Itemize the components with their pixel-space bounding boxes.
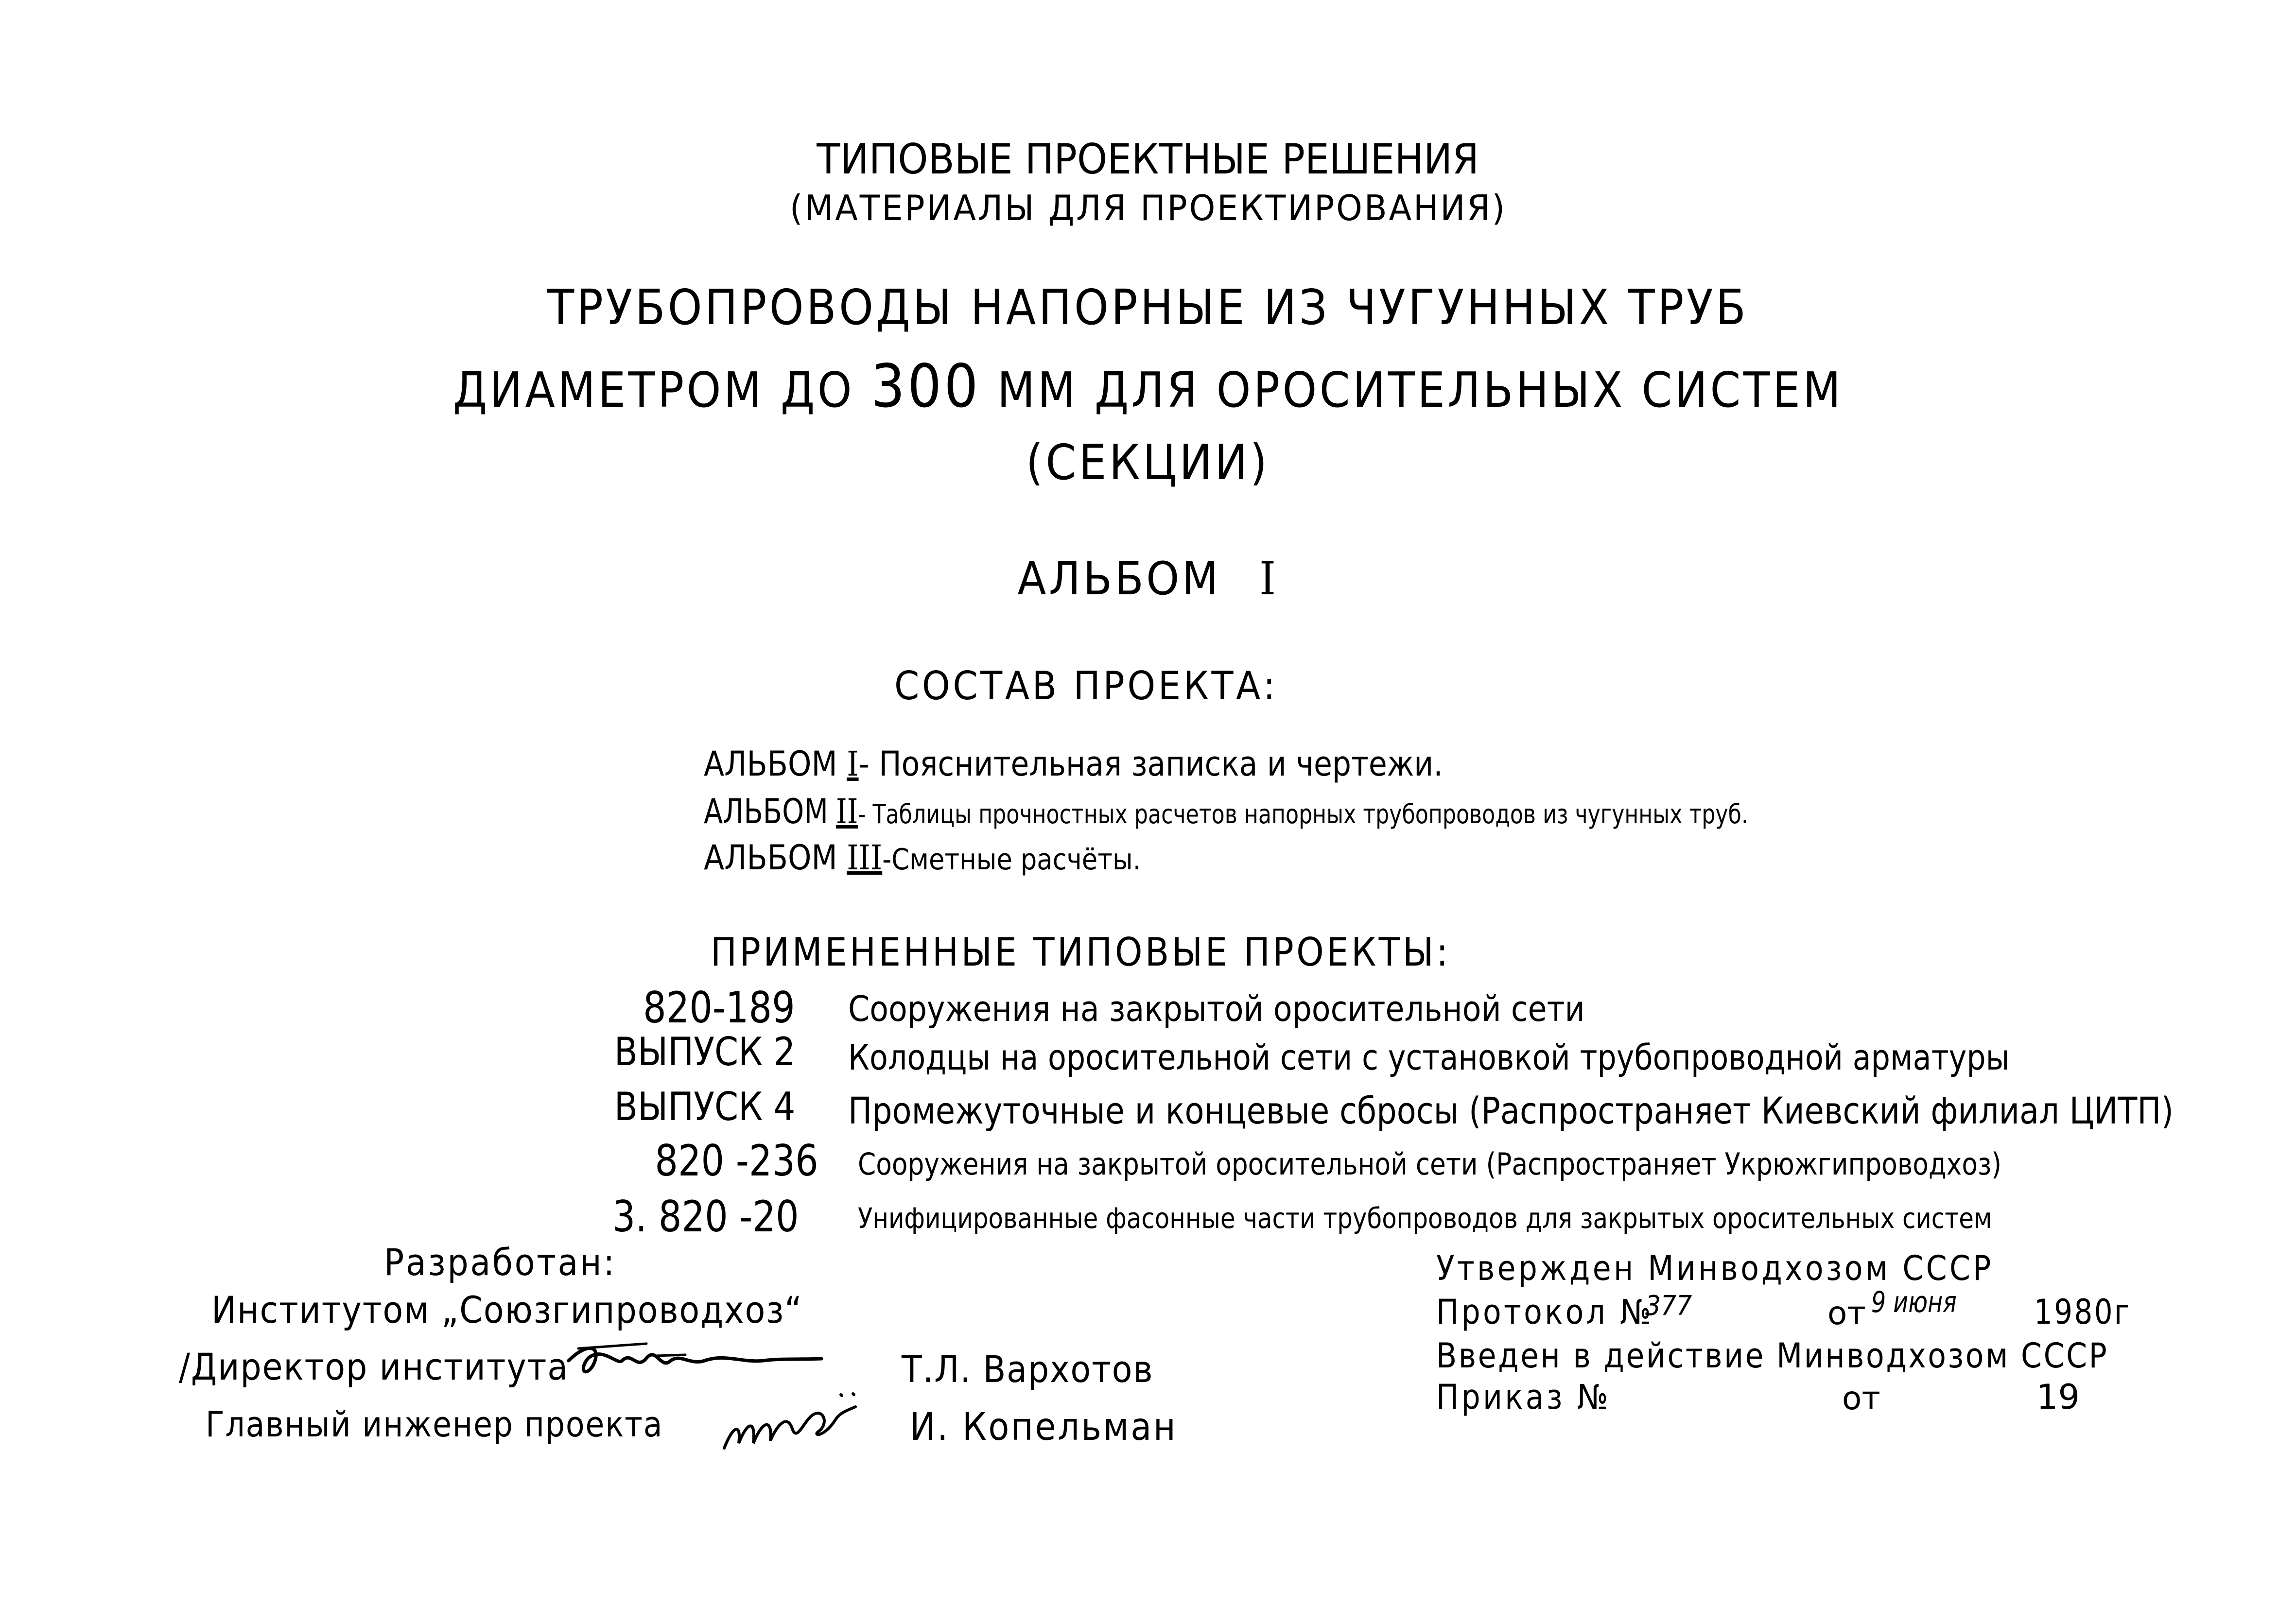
director-signature (559, 1331, 831, 1390)
approval-protocol-from (1827, 1297, 1866, 1330)
composition-item-1 (704, 744, 1544, 784)
header-line-1 (0, 135, 2296, 184)
developed-institute (211, 1288, 869, 1331)
composition-item-3-num: III (847, 838, 883, 878)
approval-approved (1436, 1248, 2070, 1288)
title-line-2 (0, 352, 2296, 421)
composition-item-3 (704, 838, 1200, 878)
applied-desc-3 (848, 1089, 2296, 1132)
applied-heading (711, 930, 1533, 975)
composition-item-2-text: - Таблицы прочностных расчетов напорных трубопроводов из чугунных труб. (858, 799, 1748, 829)
applied-desc-2-text: Колодцы на оросительной сети с установкой трубопроводной арматуры (848, 1037, 2010, 1078)
approval-approved-text: Утвержден Минводхозом СССР (1436, 1248, 1994, 1288)
approval-order-year (2036, 1377, 2080, 1417)
applied-heading-text: ПРИМЕНЕННЫЕ ТИПОВЫЕ ПРОЕКТЫ: (711, 930, 1451, 975)
composition-item-3-text: -Сметные расчёты. (882, 843, 1141, 877)
composition-heading-text: СОСТАВ ПРОЕКТА: (894, 663, 1278, 708)
approval-protocol-year (2034, 1292, 2148, 1332)
approval-protocol-num (1645, 1290, 1692, 1322)
composition-item-1-label: АЛЬБОМ (704, 744, 837, 784)
chief-name-text: И. Копельман (910, 1405, 1178, 1449)
title-line-3-text: (СЕКЦИИ) (1026, 434, 1270, 491)
album-number: I (1259, 553, 1279, 605)
composition-heading (894, 663, 1311, 708)
header-line-1-text: ТИПОВЫЕ ПРОЕКТНЫЕ РЕШЕНИЯ (817, 135, 1479, 184)
composition-item-2-num: II (836, 792, 858, 831)
chief-label-text: Главный инженер проекта (206, 1404, 663, 1445)
album-title (0, 553, 2296, 605)
developed-label (384, 1241, 642, 1284)
title-line-2-part-b: ММ ДЛЯ ОРОСИТЕЛЬНЫХ СИСТЕМ (997, 362, 1844, 418)
title-line-2-part-a: ДИАМЕТРОМ ДО (452, 362, 854, 418)
developed-label-text: Разработан: (384, 1241, 617, 1284)
applied-code-1 (616, 983, 795, 1033)
applied-desc-1-text: Сооружения на закрытой оросительной сети (848, 988, 1585, 1029)
applied-code-3 (590, 1084, 795, 1129)
applied-desc-5 (858, 1202, 2176, 1235)
developed-institute-text: Институтом „Союзгипроводхоз“ (211, 1288, 803, 1331)
applied-code-4-text: 820 -236 (655, 1136, 818, 1186)
approval-enacted-text: Введен в действие Минводхозом СССР (1436, 1336, 2109, 1376)
approval-protocol-num-text: 377 (1645, 1290, 1692, 1322)
title-line-1-text: ТРУБОПРОВОДЫ НАПОРНЫЕ ИЗ ЧУГУННЫХ ТРУБ (547, 279, 1749, 336)
composition-item-1-text: - Пояснительная записка и чертежи. (858, 744, 1443, 784)
applied-desc-4 (858, 1146, 2188, 1182)
applied-desc-4-text: Сооружения на закрытой оросительной сети (Распространяет Укрюжгипроводхоз) (858, 1146, 2002, 1182)
applied-code-3-text: ВЫПУСК 4 (614, 1084, 795, 1129)
approval-order-label-text: Приказ № (1436, 1377, 1611, 1417)
applied-code-2-text: ВЫПУСК 2 (614, 1029, 795, 1074)
applied-code-1-text: 820-189 (643, 983, 795, 1033)
director-name (902, 1348, 1182, 1391)
composition-item-1-num: I (847, 744, 859, 784)
applied-code-4 (626, 1136, 818, 1186)
applied-desc-5-text: Унифицированные фасонные части трубопроводов для закрытых оросительных систем (858, 1202, 1992, 1235)
title-line-2-text (452, 352, 1844, 421)
title-diameter-number: 300 (870, 352, 981, 421)
approval-protocol-date-text: 9 июня (1871, 1285, 1957, 1319)
approval-protocol-from-text: от (1827, 1295, 1866, 1332)
director-label-text: /Директор института (179, 1345, 569, 1388)
director-label (179, 1345, 612, 1388)
title-line-3 (0, 434, 2296, 491)
header-line-2 (0, 188, 2296, 228)
approval-order-year-text: 19 (2036, 1377, 2080, 1417)
chief-signature (719, 1385, 880, 1463)
applied-code-5 (579, 1192, 799, 1242)
approval-order-from-text: от (1842, 1380, 1880, 1417)
applied-desc-2 (848, 1037, 2199, 1078)
album-label: АЛЬБОМ (1017, 553, 1221, 605)
composition-item-2 (704, 792, 1978, 831)
approval-protocol-year-text: 1980г (2034, 1292, 2131, 1332)
approval-order-from (1842, 1382, 1880, 1415)
approval-enacted (1436, 1336, 2200, 1376)
approval-protocol-date (1871, 1285, 1968, 1319)
applied-code-2 (590, 1029, 795, 1074)
composition-item-3-label: АЛЬБОМ (704, 838, 837, 878)
approval-protocol-label-text: Протокол № (1436, 1292, 1654, 1332)
header-line-2-text: (МАТЕРИАЛЫ ДЛЯ ПРОЕКТИРОВАНИЯ) (789, 188, 1507, 228)
composition-item-2-label: АЛЬБОМ (704, 792, 828, 831)
applied-desc-3-text: Промежуточные и концевые сбросы (Распространяет Киевский филиал ЦИТП) (848, 1089, 2174, 1132)
applied-desc-1 (848, 988, 1685, 1029)
approval-order-label (1436, 1377, 1635, 1417)
chief-name (910, 1405, 1207, 1449)
applied-code-5-text: 3. 820 -20 (612, 1192, 799, 1242)
chief-label (206, 1404, 726, 1445)
title-line-1 (0, 279, 2296, 336)
director-name-text: Т.Л. Вархотов (902, 1348, 1154, 1391)
